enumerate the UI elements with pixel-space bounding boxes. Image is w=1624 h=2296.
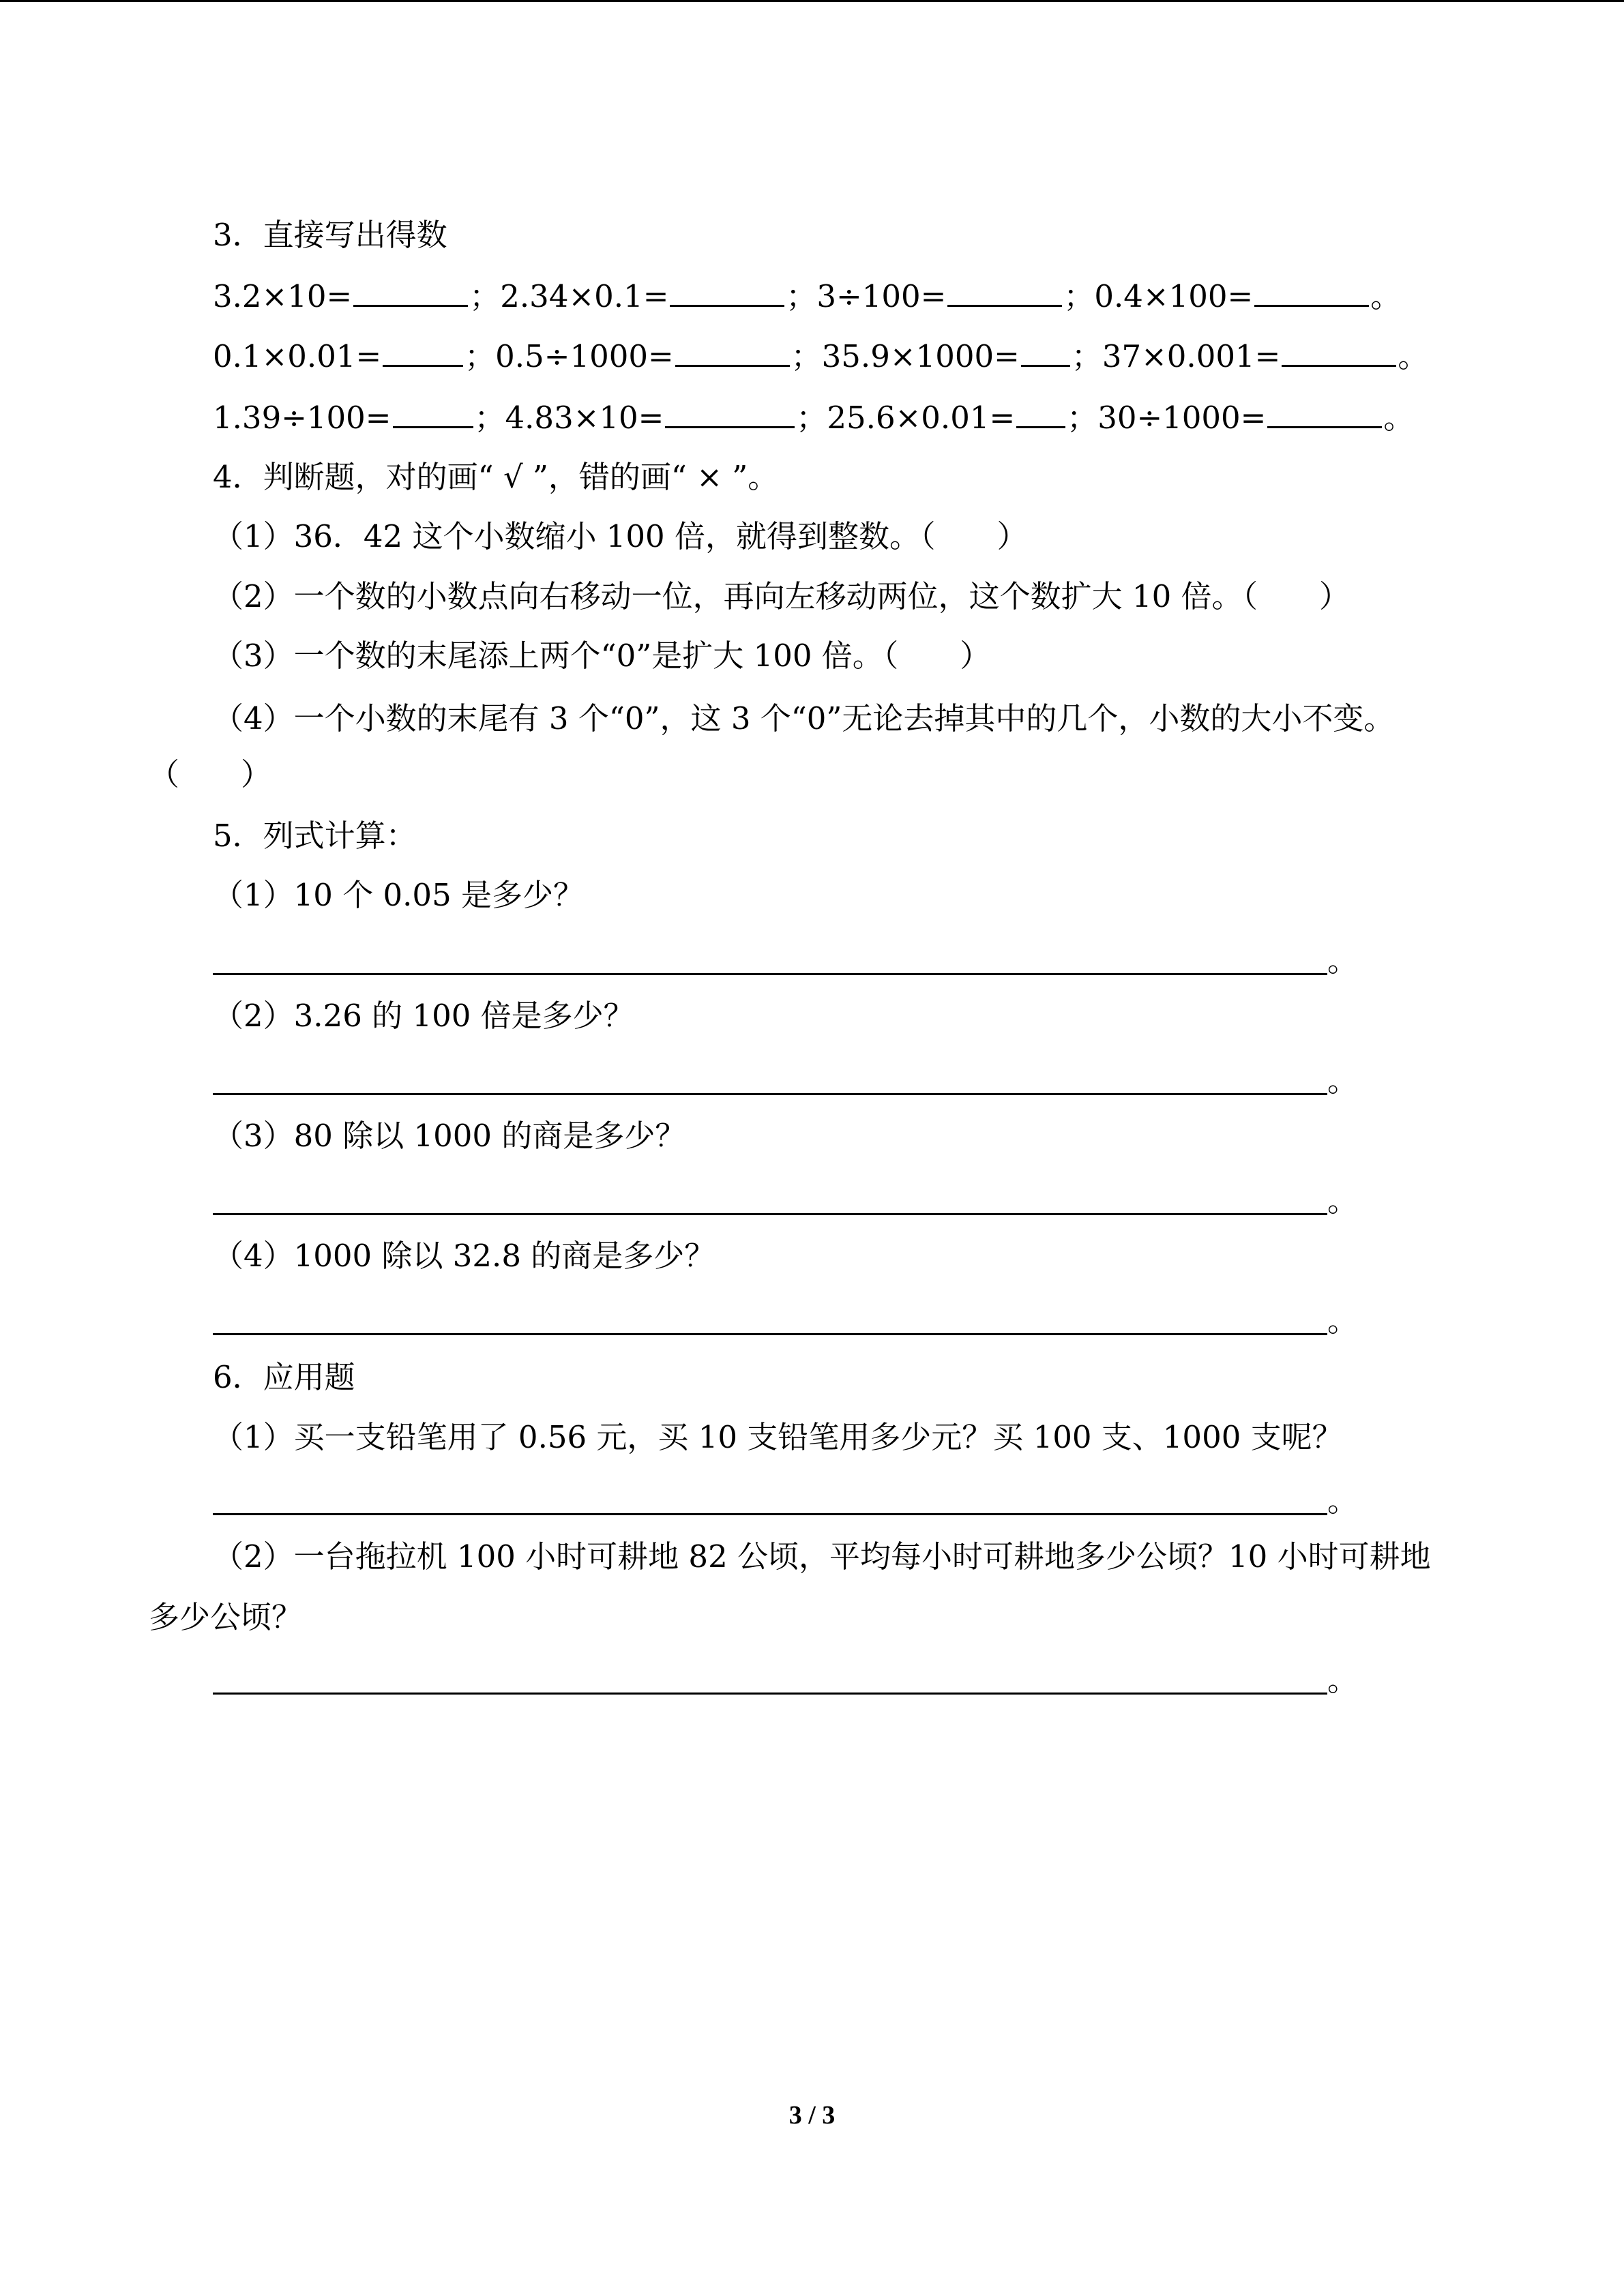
answer-blank[interactable] [675,338,790,367]
answer-blank[interactable] [393,399,473,428]
expr: 。 [1370,278,1402,314]
answer-blank[interactable] [665,399,795,428]
answer-blank[interactable] [383,338,463,367]
judge-question-3: （3）一个数的末尾添上两个“0”是扩大 100 倍。（ ） [213,638,991,674]
expr: ；4.83×10= [474,400,664,436]
application-question-2-cont: 多少公顷？ [149,1599,303,1635]
application-question-1: （1）买一支铅笔用了 0.56 元，买 10 支铅笔用多少元？买 100 支、1000 支呢？ [213,1419,1343,1455]
expr: ；30÷1000= [1067,400,1267,436]
calc-question-3: （3）80 除以 1000 的商是多少？ [213,1118,686,1154]
answer-line[interactable] [213,1093,1327,1095]
answer-blank[interactable] [1282,338,1396,367]
answer-blank[interactable] [947,278,1062,307]
expr: 。 [1383,400,1415,436]
calc-row-1 [213,276,1401,317]
section-3-title: 3．直接写出得数 [213,217,447,253]
judge-question-4-answer[interactable]: （ ） [149,756,272,792]
answer-blank[interactable] [1267,399,1382,428]
period: 。 [1327,1482,1359,1519]
period: 。 [1327,1062,1359,1099]
expr: ；35.9×1000= [791,338,1020,374]
calc-question-1: （1）10 个 0.05 是多少？ [213,877,584,913]
answer-line[interactable] [213,1693,1327,1695]
answer-blank[interactable] [353,278,468,307]
top-border [0,0,1624,2]
expr: ；37×0.001= [1071,338,1281,374]
page-number: 3 / 3 [788,2101,836,2130]
expr: 0.1×0.01= [213,338,382,374]
answer-blank[interactable] [1021,338,1070,367]
expr: 。 [1398,338,1429,374]
expr: ；0.5÷1000= [464,338,674,374]
calc-question-4: （4）1000 除以 32.8 的商是多少？ [213,1238,715,1274]
judge-question-2: （2）一个数的小数点向右移动一位，再向左移动两位，这个数扩大 10 倍。（ ） [213,578,1350,614]
answer-line[interactable] [213,1513,1327,1515]
period: 。 [1327,1662,1359,1698]
expr: ；2.34×0.1= [469,278,669,314]
period: 。 [1327,942,1359,979]
period: 。 [1327,1182,1359,1219]
section-5-title: 5．列式计算： [213,818,417,854]
expr: 3.2×10= [213,278,353,314]
answer-line[interactable] [213,1213,1327,1215]
judge-question-1: （1）36．42 这个小数缩小 100 倍，就得到整数。（ ） [213,518,1028,554]
expr: ；3÷100= [786,278,947,314]
answer-blank[interactable] [1254,278,1369,307]
calc-row-3 [213,398,1414,438]
application-question-2: （2）一台拖拉机 100 小时可耕地 82 公顷，平均每小时可耕地多少公顷？10 小时可耕地 [213,1538,1431,1575]
answer-line[interactable] [213,973,1327,975]
calc-question-2: （2）3.26 的 100 倍是多少？ [213,998,634,1034]
section-6-title: 6．应用题 [213,1359,355,1395]
answer-blank[interactable] [670,278,784,307]
answer-blank[interactable] [1016,399,1065,428]
expr: ；25.6×0.01= [796,400,1016,436]
expr: ；0.4×100= [1063,278,1254,314]
expr: 1.39÷100= [213,400,392,436]
judge-question-4: （4）一个小数的末尾有 3 个“0”，这 3 个“0”无论去掉其中的几个，小数的大小不变。 [213,700,1395,736]
answer-line[interactable] [213,1333,1327,1335]
period: 。 [1327,1302,1359,1339]
section-4-title: 4．判断题，对的画“ √ ”，错的画“ × ”。 [213,459,779,495]
calc-row-2 [213,336,1428,377]
